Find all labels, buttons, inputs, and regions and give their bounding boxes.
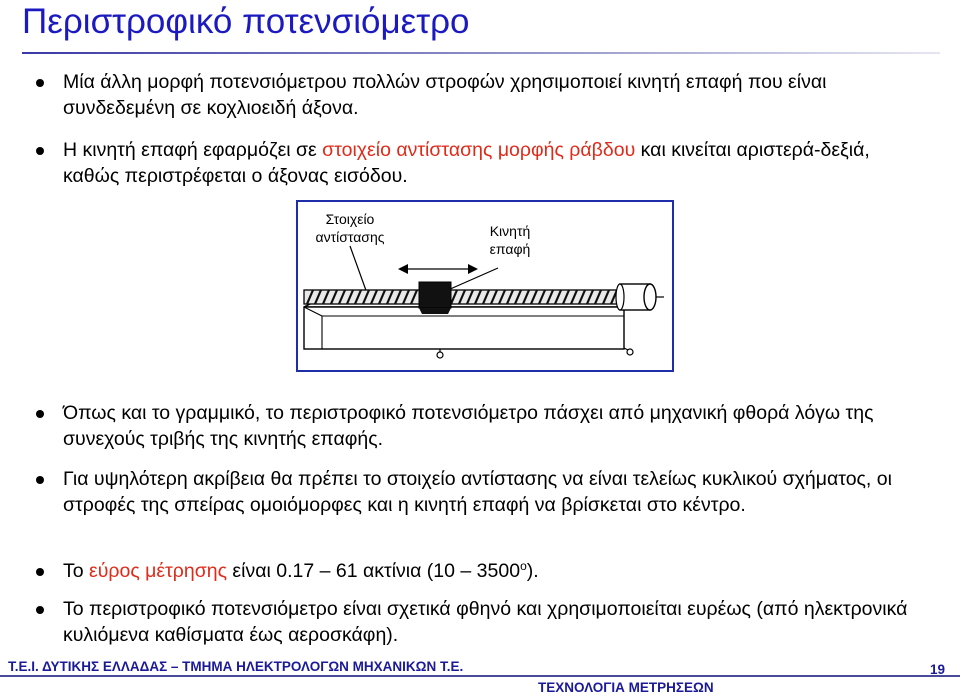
bullet-text: Το περιστροφικό ποτενσιόμετρο είναι σχετικά φθηνό και χρησιμοποιείται ευρέως (από ηλεκτρονικά κυλιόμενα καθίσματα έως αεροσκάφη). bbox=[63, 598, 908, 646]
bullet-dot-icon bbox=[36, 476, 44, 484]
resistance-element-label: Στοιχείο αντίστασης bbox=[315, 211, 385, 245]
title-underline bbox=[22, 52, 940, 54]
page-number: 19 bbox=[930, 662, 946, 677]
bullet-item bbox=[36, 401, 916, 452]
bullet-text: Μία άλλη μορφή ποτενσιόμετρου πολλών στροφών χρησιμοποιεί κινητή επαφή που είναι συνδεδεμένη σε κοχλιοειδή άξονα. bbox=[63, 71, 827, 119]
bullet-item bbox=[36, 559, 916, 585]
highlight-text: εύρος μέτρησης bbox=[89, 560, 228, 582]
bullet-item bbox=[36, 467, 916, 518]
potentiometer-diagram bbox=[296, 200, 674, 372]
bullet-dot-icon bbox=[36, 568, 44, 576]
moving-contact-label: Κινητή επαφή bbox=[489, 223, 531, 257]
highlight-text: στοιχείο αντίστασης μορφής ράβδου bbox=[322, 139, 636, 161]
footer-institution: Τ.Ε.Ι. ΔΥΤΙΚΗΣ ΕΛΛΑΔΑΣ – ΤΜΗΜΑ ΗΛΕΚΤΡΟΛΟΓΩΝ ΜΗΧΑΝΙΚΩΝ Τ.Ε. bbox=[8, 659, 464, 674]
bullet-text: Η κινητή επαφή εφαρμόζει σε στοιχείο αντίστασης μορφής ράβδου και κινείται αριστερά-δεξιά, καθώς περιστρέφεται ο άξονας εισόδου. bbox=[63, 139, 870, 187]
bullet-text: Όπως και το γραμμικό, το περιστροφικό ποτενσιόμετρο πάσχει από μηχανική φθορά λόγω της συνεχούς τριβής της κινητής επαφής. bbox=[63, 402, 874, 450]
bullet-dot-icon bbox=[36, 410, 44, 418]
bullet-text: Για υψηλότερη ακρίβεια θα πρέπει το στοιχείο αντίστασης να είναι τελείως κυκλικού σχήματος, οι στροφές της σπείρας ομοιόμορφες και η κινητή επαφή να βρίσκεται στο κέντρο. bbox=[63, 468, 892, 516]
bullet-dot-icon bbox=[36, 79, 44, 87]
bullet-text: Το εύρος μέτρησης είναι 0.17 – 61 ακτίνια (10 – 3500$^o$). bbox=[63, 559, 539, 582]
bullet-dot-icon bbox=[36, 606, 44, 614]
bullet-item bbox=[36, 597, 916, 648]
bullet-item bbox=[36, 70, 916, 121]
footer-divider bbox=[0, 675, 960, 677]
bullet-item bbox=[36, 138, 916, 189]
footer-course: ΤΕΧΝΟΛΟΓΙΑ ΜΕΤΡΗΣΕΩΝ bbox=[538, 680, 714, 695]
slide-title: Περιστροφικό ποτενσιόμετρο bbox=[22, 2, 470, 41]
bullet-dot-icon bbox=[36, 147, 44, 155]
